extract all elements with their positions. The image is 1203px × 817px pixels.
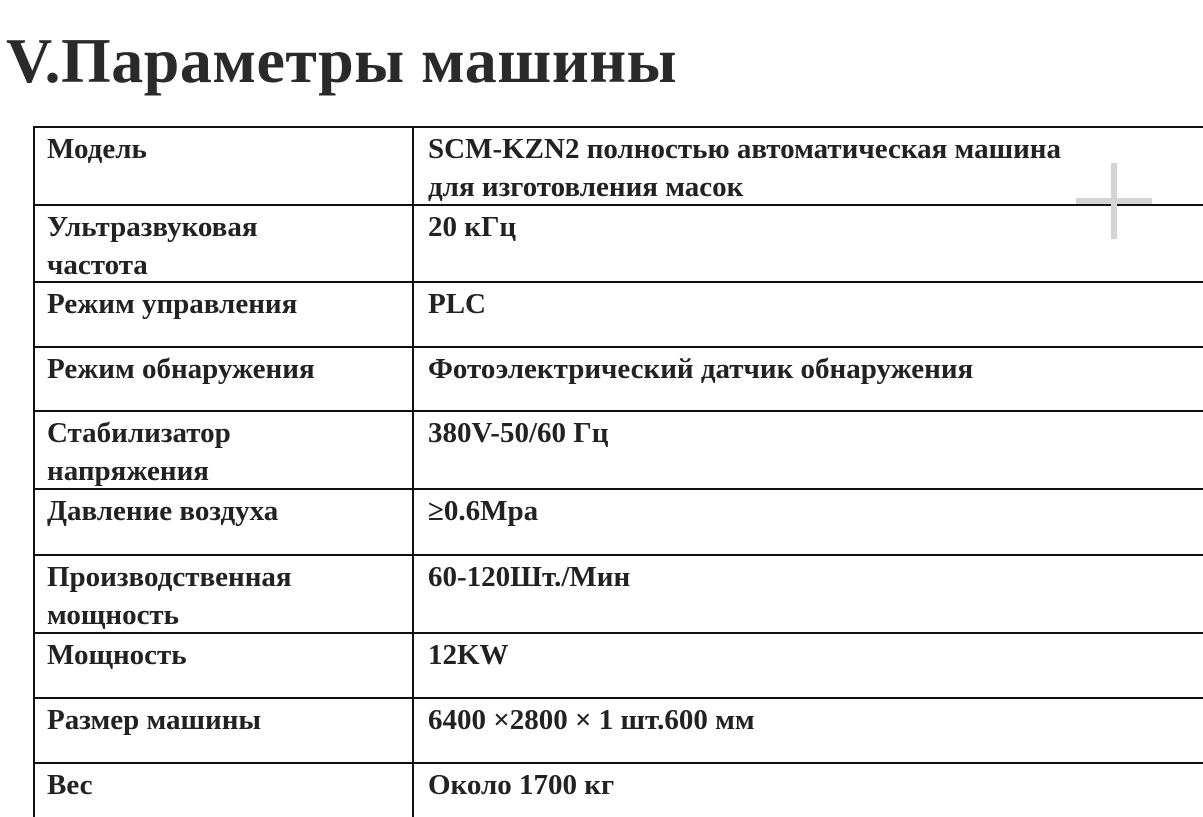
value-cell: [414, 128, 1203, 204]
table-row: [35, 283, 1203, 348]
param-cell: [35, 764, 414, 817]
param-cell: [35, 128, 414, 204]
param-label-line2: мощность: [47, 599, 180, 631]
param-cell: [35, 348, 414, 410]
param-label: Производственная: [47, 561, 292, 593]
param-cell: [35, 634, 414, 697]
param-cell: [35, 699, 414, 762]
table-row: [35, 412, 1203, 490]
spec-table: [33, 126, 1203, 817]
param-label: Стабилизатор: [47, 417, 231, 449]
value-cell: [414, 634, 1203, 697]
param-label: Режим управления: [47, 288, 298, 320]
param-label: Размер машины: [47, 704, 262, 736]
page-title: V.Параметры машины: [6, 25, 678, 96]
param-cell: [35, 490, 414, 554]
param-label-line2: напряжения: [47, 455, 209, 487]
param-cell: [35, 556, 414, 632]
table-row: [35, 490, 1203, 556]
value-cell: [414, 412, 1203, 488]
param-cell: [35, 412, 414, 488]
param-label: Ультразвуковая: [47, 211, 258, 243]
table-row: [35, 764, 1203, 817]
value-cell: [414, 490, 1203, 554]
param-label: Давление воздуха: [47, 495, 279, 527]
value-text: Около 1700 кг: [428, 769, 615, 801]
table-row: [35, 348, 1203, 412]
param-cell: [35, 283, 414, 346]
value-text: ≥0.6Mpa: [428, 495, 539, 527]
value-text: SCM-KZN2 полностью автоматическая машина: [428, 133, 1061, 165]
value-cell: [414, 206, 1203, 281]
value-text: 6400 ×2800 × 1 шт.600 мм: [428, 704, 755, 736]
value-text-line2: для изготовления масок: [428, 171, 744, 203]
value-text: PLC: [428, 288, 486, 320]
table-row: [35, 206, 1203, 283]
value-text: 12KW: [428, 639, 509, 671]
param-label: Модель: [47, 133, 147, 165]
value-cell: [414, 699, 1203, 762]
table-row: [35, 128, 1203, 206]
param-label: Вес: [47, 769, 93, 801]
value-text: 60-120Шт./Мин: [428, 561, 631, 593]
param-label: Мощность: [47, 639, 187, 671]
table-row: [35, 556, 1203, 634]
table-row: [35, 699, 1203, 764]
value-cell: [414, 348, 1203, 410]
value-text: 380V-50/60 Гц: [428, 417, 609, 449]
value-cell: [414, 764, 1203, 817]
param-label-line2: частота: [47, 249, 148, 281]
value-cell: [414, 283, 1203, 346]
param-label: Режим обнаружения: [47, 353, 315, 385]
value-text: 20 кГц: [428, 211, 517, 243]
table-row: [35, 634, 1203, 699]
param-cell: [35, 206, 414, 281]
value-text: Фотоэлектрический датчик обнаружения: [428, 353, 974, 385]
value-cell: [414, 556, 1203, 632]
